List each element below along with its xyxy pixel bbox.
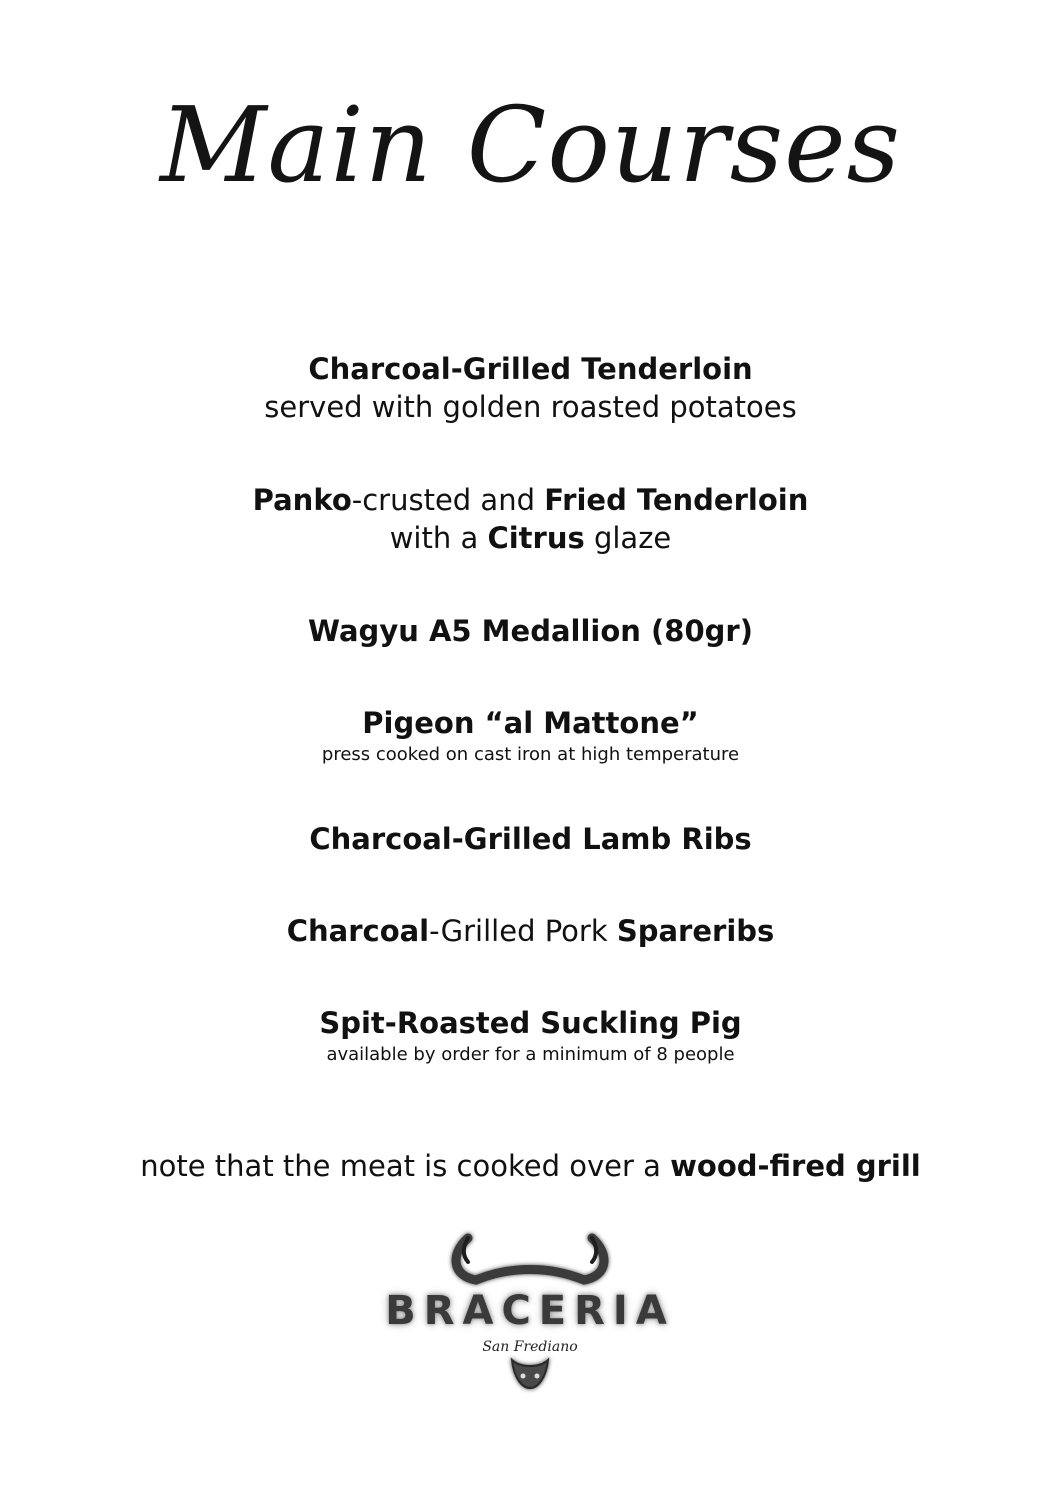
dish-name-part: Charcoal-Grilled Tenderloin — [308, 352, 753, 386]
dish-description-part: glaze — [584, 521, 672, 555]
dish-name — [0, 912, 1061, 950]
cooking-note-part: note that the meat is cooked over a — [140, 1149, 671, 1183]
dish-description-part: with a — [389, 521, 488, 555]
dish-name — [0, 612, 1061, 650]
cooking-note-part: wood-fired grill — [670, 1149, 921, 1183]
dish-name-part: Spit-Roasted Suckling Pig — [319, 1006, 742, 1040]
dish-name-part: -Grilled Pork — [429, 914, 617, 948]
dish-item — [0, 1004, 1061, 1068]
dish-name — [0, 820, 1061, 858]
dish-name — [0, 350, 1061, 388]
dish-item — [0, 481, 1061, 557]
braceria-logo — [380, 1226, 680, 1396]
dish-description-part: served with golden roasted potatoes — [264, 390, 797, 424]
dish-name — [0, 704, 1061, 742]
dish-name-part: Charcoal-Grilled Lamb Ribs — [309, 822, 752, 856]
dish-item — [0, 912, 1061, 950]
dish-name-part: Fried Tenderloin — [544, 483, 809, 517]
dish-note: available by order for a minimum of 8 people — [326, 1044, 735, 1065]
dish-name-part: Pigeon “al Mattone” — [362, 706, 699, 740]
dish-name — [0, 1004, 1061, 1042]
dish-item — [0, 820, 1061, 858]
dish-name-part: Wagyu A5 Medallion (80gr) — [308, 614, 753, 648]
dish-name-part: Spareribs — [616, 914, 775, 948]
dish-item — [0, 704, 1061, 768]
page-title: Main Courses — [160, 84, 901, 206]
dish-description — [0, 519, 1061, 557]
dish-note: press cooked on cast iron at high temperature — [321, 744, 740, 765]
dish-name-part: -crusted and — [351, 483, 545, 517]
logo-subtitle: San Frediano — [482, 1339, 578, 1355]
dish-description-part: Citrus — [487, 521, 585, 555]
dish-name — [0, 481, 1061, 519]
cooking-note — [0, 1146, 1061, 1186]
dish-description — [0, 388, 1061, 426]
dish-name-part: Charcoal — [286, 914, 430, 948]
logo-wordmark: BRACERIA — [385, 1288, 675, 1334]
dish-item — [0, 350, 1061, 426]
dish-item — [0, 612, 1061, 650]
dish-name-part: Panko — [252, 483, 352, 517]
